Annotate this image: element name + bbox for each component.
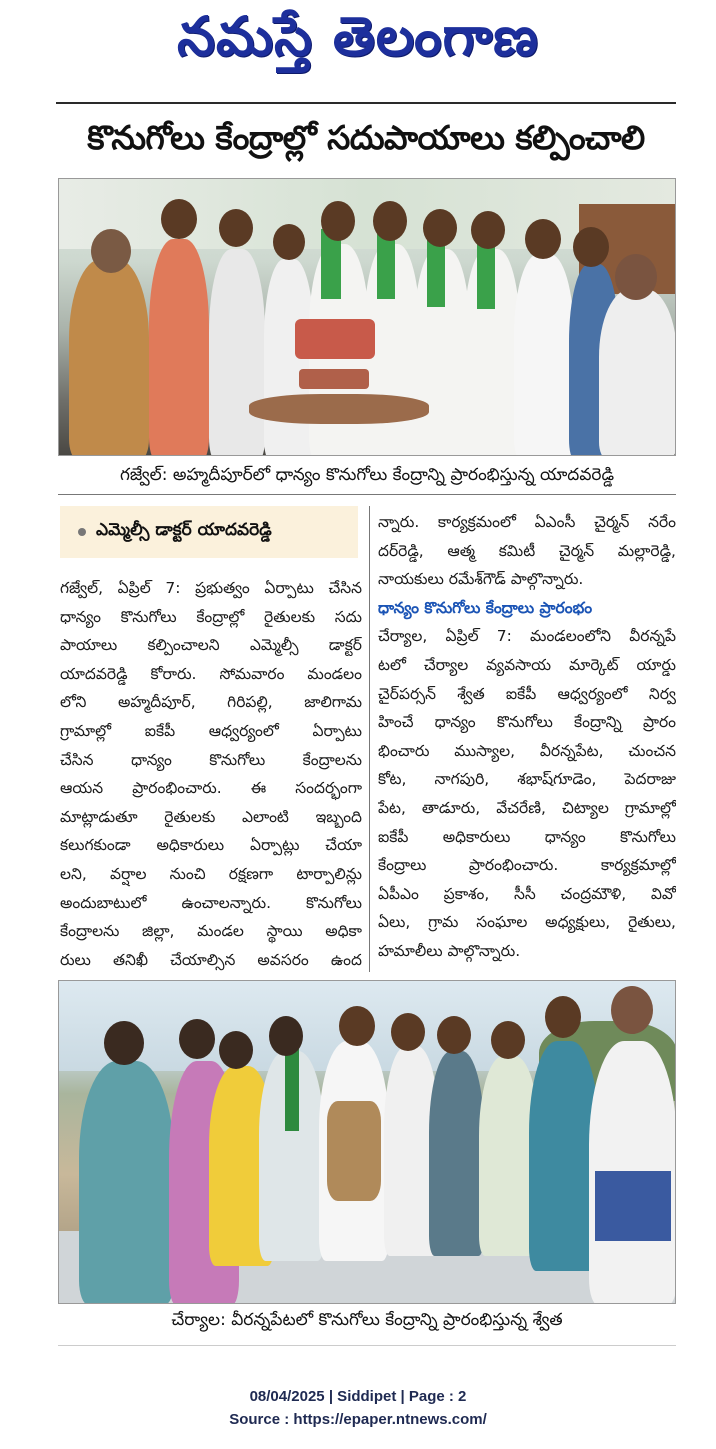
text-line: హించే ధాన్యం కొనుగోలు కేంద్రాన్ని ప్రారం bbox=[378, 713, 676, 732]
text-line: ఏపీఎం ప్రకాశం, సీసీ చంద్రమౌళి, వివో bbox=[378, 884, 676, 903]
footer-divider bbox=[58, 1345, 676, 1346]
text-line: గజ్వేల్, ఏప్రిల్ 7: ప్రభుత్వం ఏర్పాటు చేసిన bbox=[60, 579, 362, 597]
text-line: న్నారు. కార్యక్రమంలో ఏఎంసీ చైర్మన్ నరేం bbox=[378, 513, 676, 531]
footer-date-page: 08/04/2025 | Siddipet | Page : 2 bbox=[249, 1388, 467, 1405]
left-column-text bbox=[60, 574, 362, 974]
photo-caption-1: గజ్వేల్: అహ్మదీపూర్‌లో ధాన్యం కొనుగోలు కేంద్రాన్ని ప్రారంభిస్తున్న యాదవరెడ్డి bbox=[119, 465, 615, 485]
text-line: టలో చేర్యాల వ్యవసాయ మార్కెట్ యార్డు bbox=[378, 655, 676, 674]
text-line: భించారు ముస్యాల, వీరన్నపేట, చుంచన bbox=[378, 741, 676, 760]
text-line: చేసిన ధాన్యం కొనుగోలు కేంద్రాలను bbox=[60, 750, 362, 769]
newspaper-masthead bbox=[0, 4, 716, 82]
text-line: ఆయన ప్రారంభించారు. ఈ సందర్భంగా bbox=[60, 779, 362, 798]
byline-text: ఎమ్మెల్సీ డాక్టర్ యాదవరెడ్డి bbox=[96, 520, 272, 540]
text-line: కోట, నాగపురి, శభాష్‌గూడెం, పెదరాజు bbox=[378, 770, 676, 789]
sub-headline: ధాన్యం కొనుగోలు కేంద్రాలు ప్రారంభం bbox=[378, 598, 593, 617]
text-line: యాదవరెడ్డి కోరారు. సోమవారం మండలం bbox=[60, 664, 362, 683]
text-line: రులు తనిఖీ చేయాల్సిన అవసరం ఉంద bbox=[60, 950, 362, 969]
masthead-divider bbox=[56, 102, 676, 104]
text-line: ధాన్యం కొనుగోలు కేంద్రాల్లో రైతులకు సదు bbox=[60, 607, 362, 626]
caption-divider bbox=[58, 494, 676, 495]
text-line: చేర్యాల, ఏప్రిల్ 7: మండలంలోని వీరన్నపే bbox=[378, 627, 676, 646]
text-line: హమాలీలు పాల్గొన్నారు. bbox=[378, 941, 521, 960]
text-line: నాయకులు రమేశ్‌గౌడ్ పాల్గొన్నారు. bbox=[378, 570, 584, 589]
text-line: దర్‌రెడ్డి, ఆత్మ కమిటీ చైర్మన్ మల్లారెడ్డి, bbox=[378, 541, 676, 560]
article-photo-inauguration bbox=[58, 178, 676, 456]
text-line: పాయాలు కల్పించాలని ఎమ్మెల్సీ డాక్టర్ bbox=[60, 636, 362, 655]
text-line: లని, వర్షాల నుంచి రక్షణగా టార్పాలిన్లు bbox=[60, 864, 362, 883]
article-headline: కొనుగోలు కేంద్రాల్లో సదుపాయాలు కల్పించాలి bbox=[87, 118, 645, 157]
text-line: ఏలు, గ్రామ సంఘాల అధ్యక్షులు, రైతులు, bbox=[378, 913, 676, 932]
masthead-title: నమస్తే తెలంగాణ bbox=[177, 4, 539, 68]
text-line: పేట, తాడూరు, వేచరేణి, చిట్యాల గ్రామాల్లో bbox=[378, 798, 676, 817]
byline-box bbox=[60, 506, 358, 558]
text-line: కేంద్రాలు ప్రారంభించారు. కార్యక్రమాల్లో bbox=[378, 856, 676, 875]
text-line: కలుగకుండా అధికారులు ఏర్పాట్లు చేయా bbox=[60, 836, 362, 855]
bullet-icon bbox=[78, 528, 86, 536]
text-line: గ్రామాల్లో ఐకేపీ ఆధ్వర్యంలో ఏర్పాటు bbox=[60, 721, 362, 740]
right-column-text bbox=[378, 508, 676, 966]
text-line: కేంద్రాలను జిల్లా, మండల స్థాయి అధికా bbox=[60, 922, 362, 941]
footer-source: Source : https://epaper.ntnews.com/ bbox=[229, 1411, 487, 1428]
photo-caption-2: చేర్యాల: వీరన్నపేటలో కొనుగోలు కేంద్రాన్ని ప్రారంభిస్తున్న శ్వేత bbox=[171, 1310, 563, 1330]
text-line: మాట్లాడుతూ రైతులకు ఎలాంటి ఇబ్బంది bbox=[60, 807, 362, 826]
text-line: చైర్‌పర్సన్ శ్వేత ఐకేపీ ఆధ్వర్యంలో నిర్వ bbox=[378, 684, 676, 703]
text-line: లోని అహ్మదీపూర్, గిరిపల్లి, జాలిగామ bbox=[60, 693, 362, 712]
text-line: ఐకేపీ అధికారులు ధాన్యం కొనుగోలు bbox=[378, 827, 676, 846]
article-photo-cheryal bbox=[58, 980, 676, 1304]
text-line: అందుబాటులో ఉంచాలన్నారు. కొనుగోలు bbox=[60, 893, 362, 912]
column-divider bbox=[369, 506, 370, 972]
